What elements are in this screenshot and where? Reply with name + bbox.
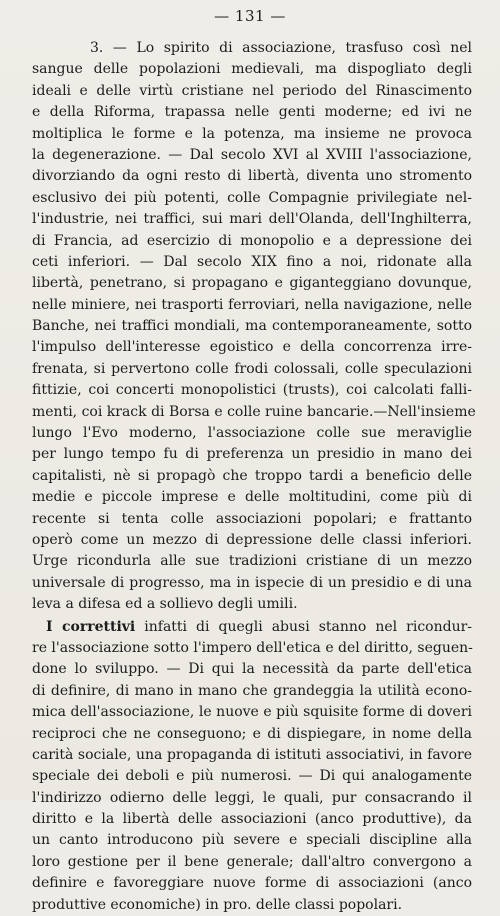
text-line: operò come un mezzo di depressione delle classi inferiori. [32, 531, 472, 548]
text-line: lungo l'Evo moderno, l'associazione colle sue meraviglie [32, 425, 472, 442]
text-line: per lungo tempo fu di preferenza un presidio in mano dei [32, 446, 472, 463]
text-line: done lo sviluppo. — Di qui la necessità da parte dell'etica [32, 661, 472, 678]
text-line: universale di progresso, ma in ispecie di un presidio e di una [32, 574, 472, 591]
text-line: recente si tenta colle associazioni popolari; e frattanto [32, 510, 472, 527]
text-line: speciale dei deboli e più numerosi. — Di qui analogamente [32, 768, 472, 785]
text-line: ideali e delle virtù cristiane nel periodo del Rinascimento [32, 82, 472, 99]
text-line: un canto introducono più severe e speciali discipline alla [32, 832, 472, 849]
text-line: produttive economiche) in pro. delle classi popolari. [32, 896, 403, 913]
text-line: capitalisti, nè si propagò che troppo tardi a beneficio delle [32, 467, 472, 484]
text-line: nelle miniere, nei trasporti ferroviari, nella navigazione, nelle [32, 296, 472, 313]
text-line: re l'associazione sotto l'impero dell'etica e del diritto, seguen- [32, 639, 473, 656]
text-line: reciproci che ne conseguono; e di dispiegare, in nome della [32, 725, 472, 742]
text-line: di Francia, ad esercizio di monopolio e a depressione dei [32, 232, 472, 249]
text-line: leva a difesa ed a sollievo degli umili. [32, 596, 298, 613]
text-line: sangue delle popolazioni medievali, ma dispogliato degli [32, 61, 472, 78]
text-line: frenata, si pervertono colle frodi colossali, colle speculazioni [32, 360, 472, 377]
text-line: 3. — Lo spirito di associazione, trasfuso così nel [90, 40, 472, 56]
text-line: libertà, penetrano, si propagano e giganteggiano dovunque, [32, 275, 472, 292]
text-line: di definire, di mano in mano che grandeggia la utilità econo- [32, 682, 472, 699]
text-line: esclusivo dei più potenti, colle Compagnie privilegiate nel- [32, 189, 472, 206]
text-line: fittizie, coi concerti monopolistici (trusts), coi calcolati falli- [32, 382, 472, 399]
text-line: medie e piccole imprese e delle moltitudini, come più di [32, 489, 472, 506]
page-number: — 131 — [214, 7, 286, 25]
text-line: l'impulso dell'interesse egoistico e della concorrenza irre- [32, 339, 472, 356]
text-line: menti, coi krack di Borsa e colle ruine bancarie.—Nell'insieme [32, 403, 476, 420]
paragraph-lead: I correttivi [46, 618, 136, 635]
text-line: Urge ricondurla alle sue tradizioni cristiane di un mezzo [32, 553, 472, 570]
text-line-rest: infatti di quegli abusi stanno nel ricondur- [144, 618, 473, 635]
text-line: l'indirizzo odierno delle leggi, le quali, pur consacrando il [32, 789, 472, 806]
text-line: moltiplica le forme e la potenza, ma insieme ne provoca [32, 125, 472, 142]
text-line: l'industrie, nei traffici, sui mari dell'Olanda, dell'Inghilterra, [32, 211, 472, 228]
text-line: divorziando da ogni resto di libertà, diventa uno stromento [32, 168, 472, 185]
text-line: mica dell'associazione, le nuove e più squisite forme di doveri [32, 704, 472, 721]
text-line: carità sociale, una propaganda di istituti associativi, in favore [32, 746, 472, 763]
text-line [32, 617, 472, 638]
text-line: ceti inferiori. — Dal secolo XIX fino a noi, ridonate alla [32, 253, 472, 270]
text-line: Banche, nei traffici mondiali, ma contemporaneamente, sotto [32, 318, 472, 335]
text-line: la degenerazione. — Dal secolo XVI al XVIII l'associazione, [32, 146, 472, 163]
paragraph-1 [32, 38, 476, 616]
paragraph-2 [32, 617, 472, 916]
text-line: definire e favoreggiare nuove forme di associazioni (anco [32, 875, 472, 892]
text-line: diritto e la libertà delle associazioni (anco produttive), da [32, 811, 472, 828]
text-line: loro gestione per il bene generale; dall'altro convergono a [32, 853, 472, 870]
body-text [32, 38, 476, 916]
text-line: e della Riforma, trapassa nelle genti moderne; ed ivi ne [32, 104, 472, 121]
